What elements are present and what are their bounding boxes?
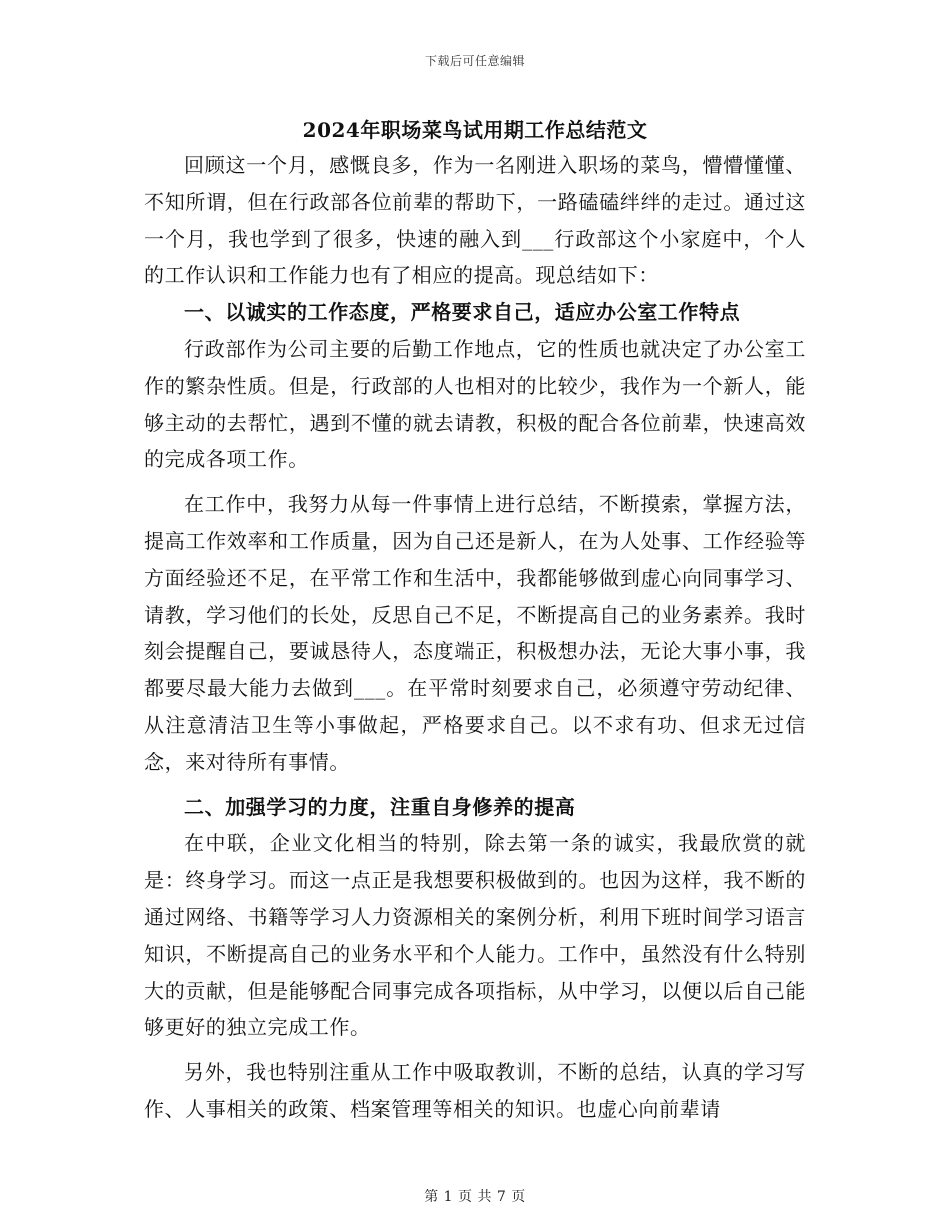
paragraph-learning: 在中联，企业文化相当的特别，除去第一条的诚实，我最欣赏的就是：终身学习。而这一点正是我想要积极做到的。也因为这样，我不断的通过网络、书籍等学习人力资源相关的案例分析，利用下班时间学习语言知识，不断提高自己的业务水平和个人能力。工作中，虽然没有什么特别大的贡献，但是能够配合同事完成各项指标，从中学习，以便以后自己能够更好的独立完成工作。: [144, 831, 806, 1040]
document-body: [144, 147, 806, 1128]
page-number: 第 1 页 共 7 页: [424, 1189, 526, 1205]
document-title: 2024年职场菜鸟试用期工作总结范文: [302, 118, 648, 142]
paragraph-admin-dept: 行政部作为公司主要的后勤工作地点，它的性质也就决定了办公室工作的繁杂性质。但是，行政部的人也相对的比较少，我作为一个新人，能够主动的去帮忙，遇到不懂的就去请教，积极的配合各位前辈，快速高效的完成各项工作。: [144, 336, 806, 472]
paragraph-lessons: 另外，我也特别注重从工作中吸取教训，不断的总结，认真的学习写作、人事相关的政策、档案管理等相关的知识。也虚心向前辈请: [144, 1060, 806, 1121]
page-header-note: 下载后可任意编辑: [424, 54, 525, 68]
paragraph-intro: 回顾这一个月，感慨良多，作为一名刚进入职场的菜鸟，懵懵懂懂、不知所谓，但在行政部各位前辈的帮助下，一路磕磕绊绊的走过。通过这一个月，我也学到了很多，快速的融入到___行政部这个小家庭中，个人的工作认识和工作能力也有了相应的提高。现总结如下：: [144, 153, 806, 288]
section-heading-2: 二、加强学习的力度，注重自身修养的提高: [184, 794, 576, 819]
paragraph-work-summary: 在工作中，我努力从每一件事情上进行总结，不断摸索，掌握方法，提高工作效率和工作质量，因为自己还是新人，在为人处事、工作经验等方面经验还不足，在平常工作和生活中，我都能够做到虚心向同事学习、请教，学习他们的长处，反思自己不足，不断提高自己的业务素养。我时刻会提醒自己，要诚恳待人，态度端正，积极想办法，无论大事小事，我都要尽最大能力去做到___。在平常时刻要求自己，必须遵守劳动纪律、从注意清洁卫生等小事做起，严格要求自己。以不求有功、但求无过信念，来对待所有事情。: [144, 492, 806, 774]
section-heading-1: 一、以诚实的工作态度，严格要求自己，适应办公室工作特点: [184, 300, 741, 325]
